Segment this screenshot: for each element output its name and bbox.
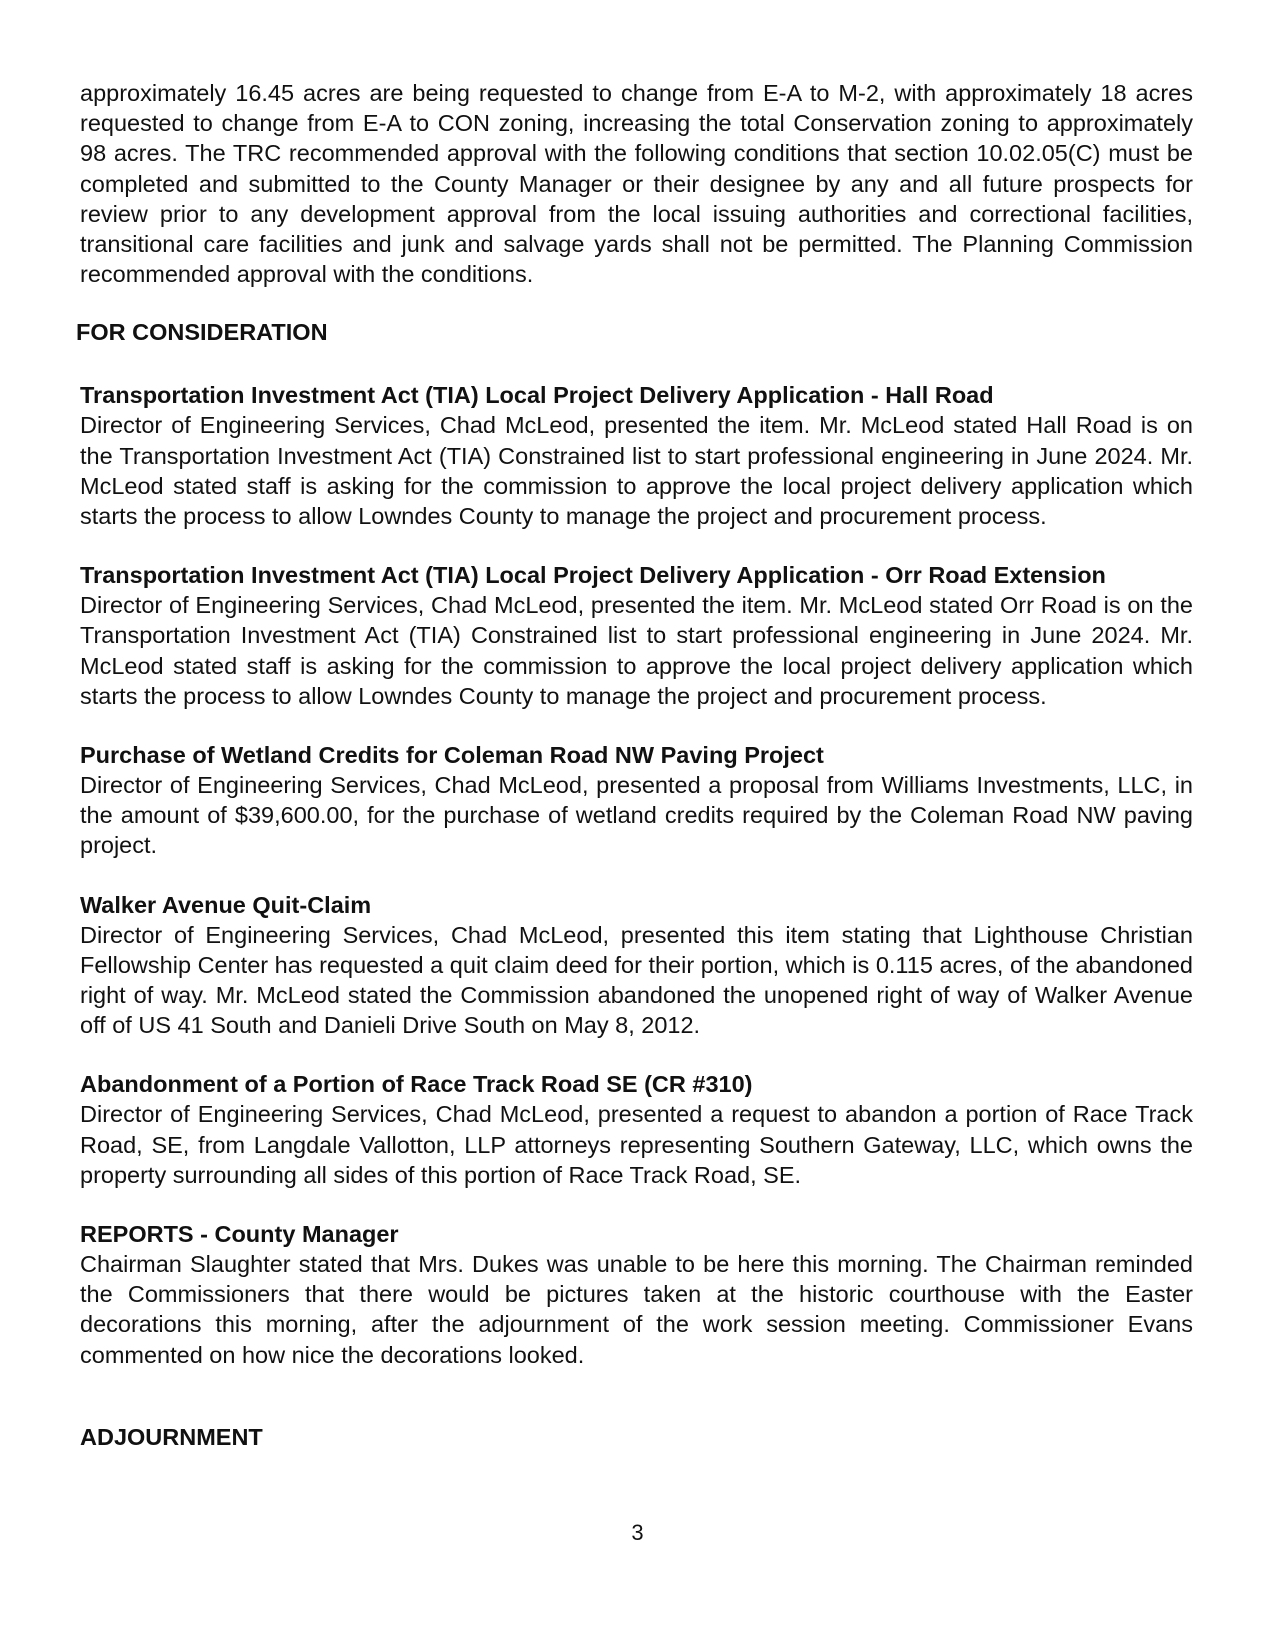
agenda-item-body: Director of Engineering Services, Chad McLeod, presented the item. Mr. McLeod stated Hall Road is on the Transportation Investment Act (TIA) Constrained list to start professional engineering in June 2024. Mr. McLeod stated staff is asking for the commission to approve the local project delivery application which starts the process to allow Lowndes County to manage the project and procurement process. xyxy=(80,412,1193,530)
agenda-item-heading: Transportation Investment Act (TIA) Local Project Delivery Application - Hall Road xyxy=(80,382,994,409)
intro-paragraph: approximately 16.45 acres are being requested to change from E-A to M-2, with approximately 18 acres requested to change from E-A to CON zoning, increasing the total Conservation zoning to approximately 98 acres. The TRC recommended approval with the following conditions that section 10.02.05(C) must be completed and submitted to the County Manager or their designee by any and all future prospects for review prior to any development approval from the local issuing authorities and correctional facilities, transitional care facilities and junk and salvage yards shall not be permitted. The Planning Commission recommended approval with the conditions. xyxy=(80,80,1193,288)
agenda-item-race-track-road xyxy=(80,1069,1193,1190)
document-page xyxy=(76,78,1193,1452)
agenda-item-body: Director of Engineering Services, Chad McLeod, presented this item stating that Lighthouse Christian Fellowship Center has requested a quit claim deed for their portion, which is 0.115 acres, of the abandoned right of way. Mr. McLeod stated the Commission abandoned the unopened right of way of Walker Avenue off of US 41 South and Danieli Drive South on May 8, 2012. xyxy=(80,921,1193,1039)
agenda-item-hall-road xyxy=(80,380,1193,531)
page-number: 3 xyxy=(631,1520,644,1545)
agenda-item-reports xyxy=(80,1219,1193,1370)
for-consideration-heading: FOR CONSIDERATION xyxy=(76,319,328,346)
agenda-item-orr-road xyxy=(80,560,1193,711)
agenda-item-heading: Purchase of Wetland Credits for Coleman Road NW Paving Project xyxy=(80,742,824,769)
adjournment-heading: ADJOURNMENT xyxy=(80,1423,263,1450)
agenda-item-heading: Walker Avenue Quit-Claim xyxy=(80,891,372,918)
agenda-item-walker-avenue xyxy=(80,890,1193,1041)
agenda-item-wetland-credits xyxy=(80,740,1193,861)
agenda-item-body: Director of Engineering Services, Chad McLeod, presented a proposal from Williams Investments, LLC, in the amount of $39,600.00, for the purchase of wetland credits required by the Coleman Road NW paving project. xyxy=(80,772,1193,859)
agenda-item-body: Director of Engineering Services, Chad McLeod, presented the item. Mr. McLeod stated Orr Road is on the Transportation Investment Act (TIA) Constrained list to start professional engineering in June 2024. Mr. McLeod stated staff is asking for the commission to approve the local project delivery application which starts the process to allow Lowndes County to manage the project and procurement process. xyxy=(80,592,1193,709)
agenda-item-heading: Abandonment of a Portion of Race Track Road SE (CR #310) xyxy=(80,1071,753,1098)
agenda-item-heading: REPORTS - County Manager xyxy=(80,1221,399,1248)
agenda-item-heading: Transportation Investment Act (TIA) Local Project Delivery Application - Orr Road Extension xyxy=(80,562,1106,589)
agenda-item-body: Director of Engineering Services, Chad McLeod, presented a request to abandon a portion of Race Track Road, SE, from Langdale Vallotton, LLP attorneys representing Southern Gateway, LLC, which owns the property surrounding all sides of this portion of Race Track Road, SE. xyxy=(80,1101,1193,1188)
agenda-item-body: Chairman Slaughter stated that Mrs. Dukes was unable to be here this morning. The Chairman reminded the Commissioners that there would be pictures taken at the historic courthouse with the Easter decorations this morning, after the adjournment of the work session meeting. Commissioner Evans commented on how nice the decorations looked. xyxy=(80,1251,1193,1368)
